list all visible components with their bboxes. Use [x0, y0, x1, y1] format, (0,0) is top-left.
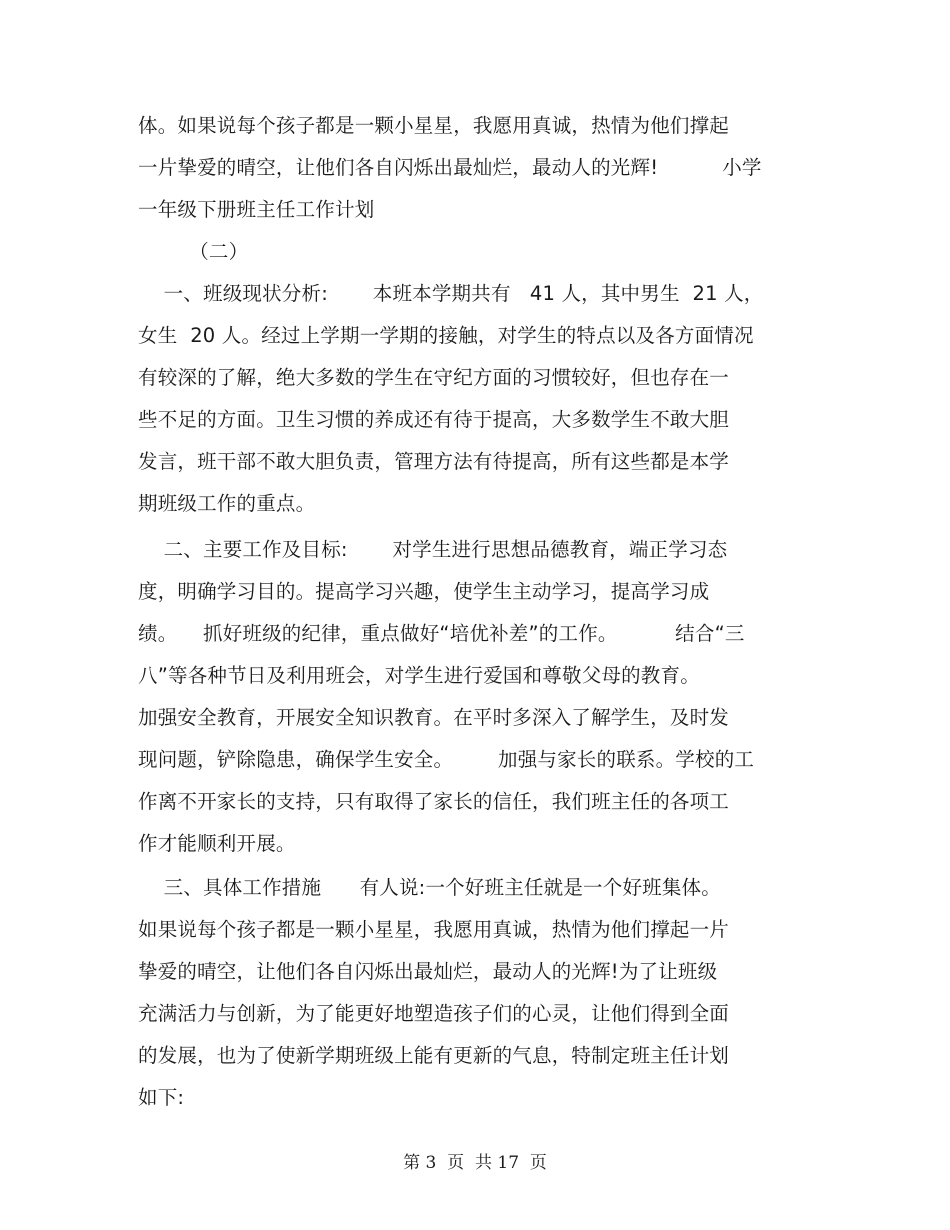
text-line: 如果说每个孩子都是一颗小星星，我愿用真诚，热情为他们撑起一片 — [138, 918, 730, 941]
section-heading-line: 一、班级现状分析: 本班本学期共有 41 人，其中男生 21 人， — [138, 282, 764, 305]
text-line: 一年级下册班主任工作计划 — [138, 198, 375, 221]
text-line: 女生 20 人。经过上学期一学期的接触，对学生的特点以及各方面情况 — [138, 324, 754, 347]
page-number-footer: 第 3 页 共 17 页 — [403, 1153, 547, 1173]
section-number: （二） — [138, 240, 249, 263]
section-heading-line: 三、具体工作措施 有人说:一个好班主任就是一个好班集体。 — [138, 876, 721, 899]
section-heading-line: 二、主要工作及目标: 对学生进行思想品德教育，端正学习态 — [138, 538, 728, 561]
text-line: 现问题，铲除隐患，确保学生安全。 加强与家长的联系。学校的工 — [138, 748, 755, 771]
text-line: 度，明确学习目的。提高学习兴趣，使学生主动学习，提高学习成 — [138, 580, 710, 603]
text-line: 发言，班干部不敢大胆负责，管理方法有待提高，所有这些都是本学 — [138, 450, 730, 473]
text-line: 作才能顺利开展。 — [138, 832, 296, 855]
text-line: 如下: — [138, 1086, 185, 1109]
text-line: 期班级工作的重点。 — [138, 492, 316, 515]
text-line: 的发展，也为了使新学期班级上能有更新的气息，特制定班主任计划 — [138, 1044, 730, 1067]
text-line: 体。如果说每个孩子都是一颗小星星，我愿用真诚，热情为他们撑起 — [138, 114, 730, 137]
text-line: 加强安全教育，开展安全知识教育。在平时多深入了解学生，及时发 — [138, 706, 730, 729]
text-line: 绩。 抓好班级的纪律，重点做好“培优补差”的工作。 结合“三 — [138, 622, 745, 645]
text-line: 些不足的方面。卫生习惯的养成还有待于提高，大多数学生不敢大胆 — [138, 408, 730, 431]
text-line: 八”等各种节日及利用班会，对学生进行爱国和尊敬父母的教育。 — [138, 664, 700, 687]
text-line: 挚爱的晴空，让他们各自闪烁出最灿烂，最动人的光辉!为了让班级 — [138, 960, 718, 983]
text-line: 充满活力与创新，为了能更好地塑造孩子们的心灵，让他们得到全面 — [138, 1002, 730, 1025]
text-line: 作离不开家长的支持，只有取得了家长的信任，我们班主任的各项工 — [138, 790, 730, 813]
text-line: 一片挚爱的晴空，让他们各自闪烁出最灿烂，最动人的光辉! 小学 — [138, 156, 762, 179]
text-line: 有较深的了解，绝大多数的学生在守纪方面的习惯较好，但也存在一 — [138, 366, 730, 389]
